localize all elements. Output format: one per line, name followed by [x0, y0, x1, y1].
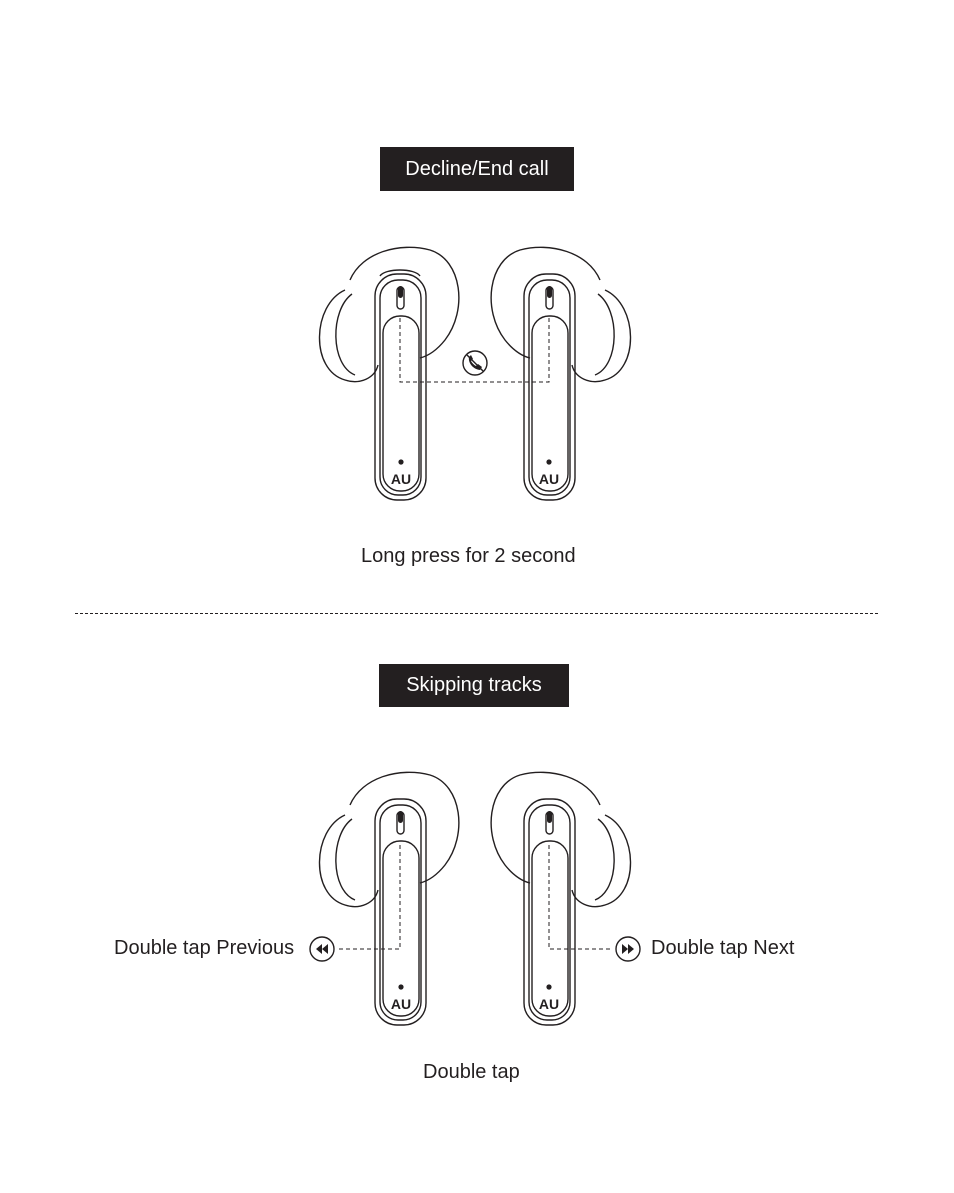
left-earbud — [319, 247, 458, 500]
section-label-decline: Decline/End call — [380, 147, 574, 191]
note-previous: Double tap Previous — [114, 937, 295, 959]
right-earbud — [491, 247, 630, 500]
brand-mark-left: AU — [390, 471, 412, 487]
right-earbud — [491, 772, 630, 1025]
earbuds-figure-skip — [0, 755, 954, 1055]
earbuds-figure-decline — [0, 230, 954, 530]
section-divider — [75, 613, 878, 614]
caption-decline: Long press for 2 second — [361, 545, 576, 567]
section-label-skip: Skipping tracks — [379, 664, 569, 707]
phone-decline-icon — [463, 351, 487, 375]
note-next: Double tap Next — [651, 937, 795, 959]
brand-mark-right: AU — [538, 471, 560, 487]
touch-path-left — [336, 845, 400, 949]
brand-mark-right: AU — [538, 996, 560, 1012]
touch-path — [400, 318, 549, 382]
caption-skip: Double tap — [423, 1061, 520, 1083]
touch-path-right — [549, 845, 613, 949]
brand-mark-left: AU — [390, 996, 412, 1012]
left-earbud — [319, 772, 458, 1025]
